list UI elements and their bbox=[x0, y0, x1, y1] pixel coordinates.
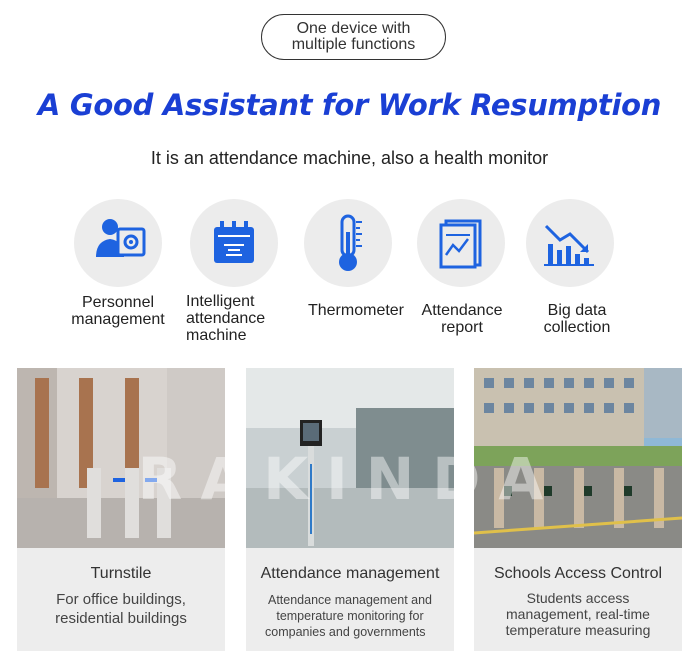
feature-label-personnel: Personnel management bbox=[71, 294, 165, 328]
feature-thermometer bbox=[304, 199, 392, 287]
badge-line-1: One device with bbox=[296, 20, 411, 37]
attendance-photo bbox=[246, 368, 454, 548]
card-turnstile bbox=[17, 368, 225, 651]
thermometer-icon bbox=[328, 212, 368, 274]
page-subheadline: It is an attendance machine, also a health monitor bbox=[150, 148, 549, 168]
card-title: Attendance management bbox=[260, 565, 440, 582]
feature-personnel bbox=[74, 199, 162, 287]
brand-watermark: RAKINDA bbox=[137, 445, 562, 513]
feature-badge bbox=[261, 14, 446, 60]
card-description: For office buildings, residential buildings bbox=[55, 591, 187, 627]
calendar-icon bbox=[206, 215, 262, 271]
feature-big-data bbox=[526, 199, 614, 287]
feature-label-big-data: Big data collection bbox=[543, 302, 611, 336]
school-photo bbox=[474, 368, 682, 548]
personnel-icon bbox=[88, 213, 148, 273]
turnstile-photo bbox=[17, 368, 225, 548]
card-title: Schools Access Control bbox=[493, 565, 663, 582]
feature-report bbox=[417, 199, 505, 287]
card-title: Turnstile bbox=[90, 565, 152, 582]
card-attendance-management bbox=[246, 368, 454, 651]
card-description: Attendance management and temperature monitoring for companies and governments bbox=[265, 593, 432, 639]
page-headline: A Good Assistant for Work Resumption bbox=[37, 88, 662, 122]
feature-attendance-machine bbox=[190, 199, 278, 287]
feature-label-attendance-machine: Intelligent attendance machine bbox=[186, 293, 266, 344]
feature-label-report: Attendance report bbox=[421, 302, 503, 336]
report-icon bbox=[436, 215, 486, 271]
card-schools-access bbox=[474, 368, 682, 651]
badge-line-2: multiple functions bbox=[291, 36, 416, 53]
bar-chart-icon bbox=[542, 218, 598, 268]
card-description: Students access management, real-time temperature measuring bbox=[505, 590, 651, 638]
feature-label-thermometer: Thermometer bbox=[307, 302, 405, 319]
